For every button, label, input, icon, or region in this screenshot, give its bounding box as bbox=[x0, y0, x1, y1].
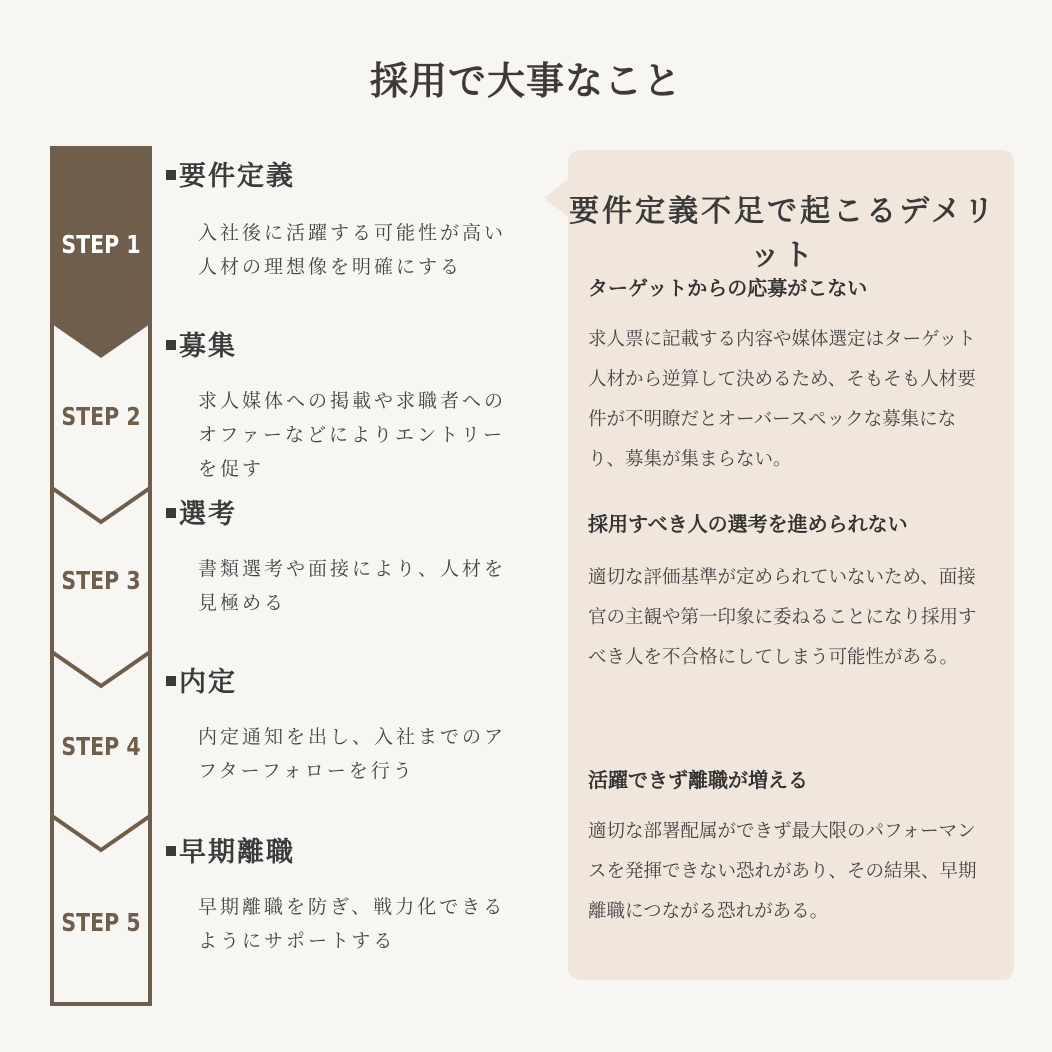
step-3-description: 書類選考や面接により、人材を見極める bbox=[198, 558, 507, 614]
bullet-square-icon bbox=[166, 846, 176, 856]
page-title: 採用で大事なこと bbox=[369, 59, 682, 103]
panel-pointer bbox=[544, 178, 570, 218]
step-5-description: 早期離職を防ぎ、戦力化できるようにサポートする bbox=[198, 896, 506, 952]
step-2-label: STEP 2 bbox=[61, 402, 141, 431]
demerit-1-title: ターゲットからの応募がこない bbox=[588, 276, 868, 300]
step-2-description: 求人媒体への掲載や求職者へのオファーなどによりエントリーを促す bbox=[198, 390, 507, 480]
step-2-heading: 募集 bbox=[166, 324, 237, 363]
step-3-heading: 選考 bbox=[166, 492, 237, 531]
demerit-3-title: 活躍できず離職が増える bbox=[588, 768, 808, 792]
demerit-2-text: 適切な評価基準が定められていないため、面接官の主観や第一印象に委ねることになり採用すべき人を不合格にしてしまう可能性がある。 bbox=[588, 567, 977, 668]
step-4-label: STEP 4 bbox=[61, 732, 141, 761]
demerit-2-title: 採用すべき人の選考を進められない bbox=[588, 512, 908, 536]
step-5-heading: 早期離職 bbox=[166, 830, 295, 869]
panel-title: 要件定義不足で起こるデメリット bbox=[569, 194, 997, 273]
step-1-label: STEP 1 bbox=[61, 230, 141, 259]
step-divider-2-3 bbox=[52, 488, 150, 522]
step-4-heading: 内定 bbox=[166, 660, 237, 699]
demerit-1-text: 求人票に記載する内容や媒体選定はターゲット人材から逆算して決めるため、そもそも人材要件が不明瞭だとオーバースペックな募集になり、募集が集まらない。 bbox=[588, 329, 976, 470]
step-5-label: STEP 5 bbox=[61, 908, 141, 937]
step-divider-4-5 bbox=[52, 816, 150, 850]
step-3-label: STEP 3 bbox=[61, 566, 141, 595]
bullet-square-icon bbox=[166, 170, 176, 180]
demerit-3-text: 適切な部署配属ができず最大限のパフォーマンスを発揮できない恐れがあり、その結果、早期離職につながる恐れがある。 bbox=[588, 821, 977, 922]
step-1-heading: 要件定義 bbox=[166, 154, 295, 193]
bullet-square-icon bbox=[166, 340, 176, 350]
step-1-description: 入社後に活躍する可能性が高い人材の理想像を明確にする bbox=[198, 222, 507, 278]
bullet-square-icon bbox=[166, 676, 176, 686]
step-divider-3-4 bbox=[52, 652, 150, 686]
step-4-description: 内定通知を出し、入社までのアフターフォローを行う bbox=[198, 726, 507, 782]
bullet-square-icon bbox=[166, 508, 176, 518]
